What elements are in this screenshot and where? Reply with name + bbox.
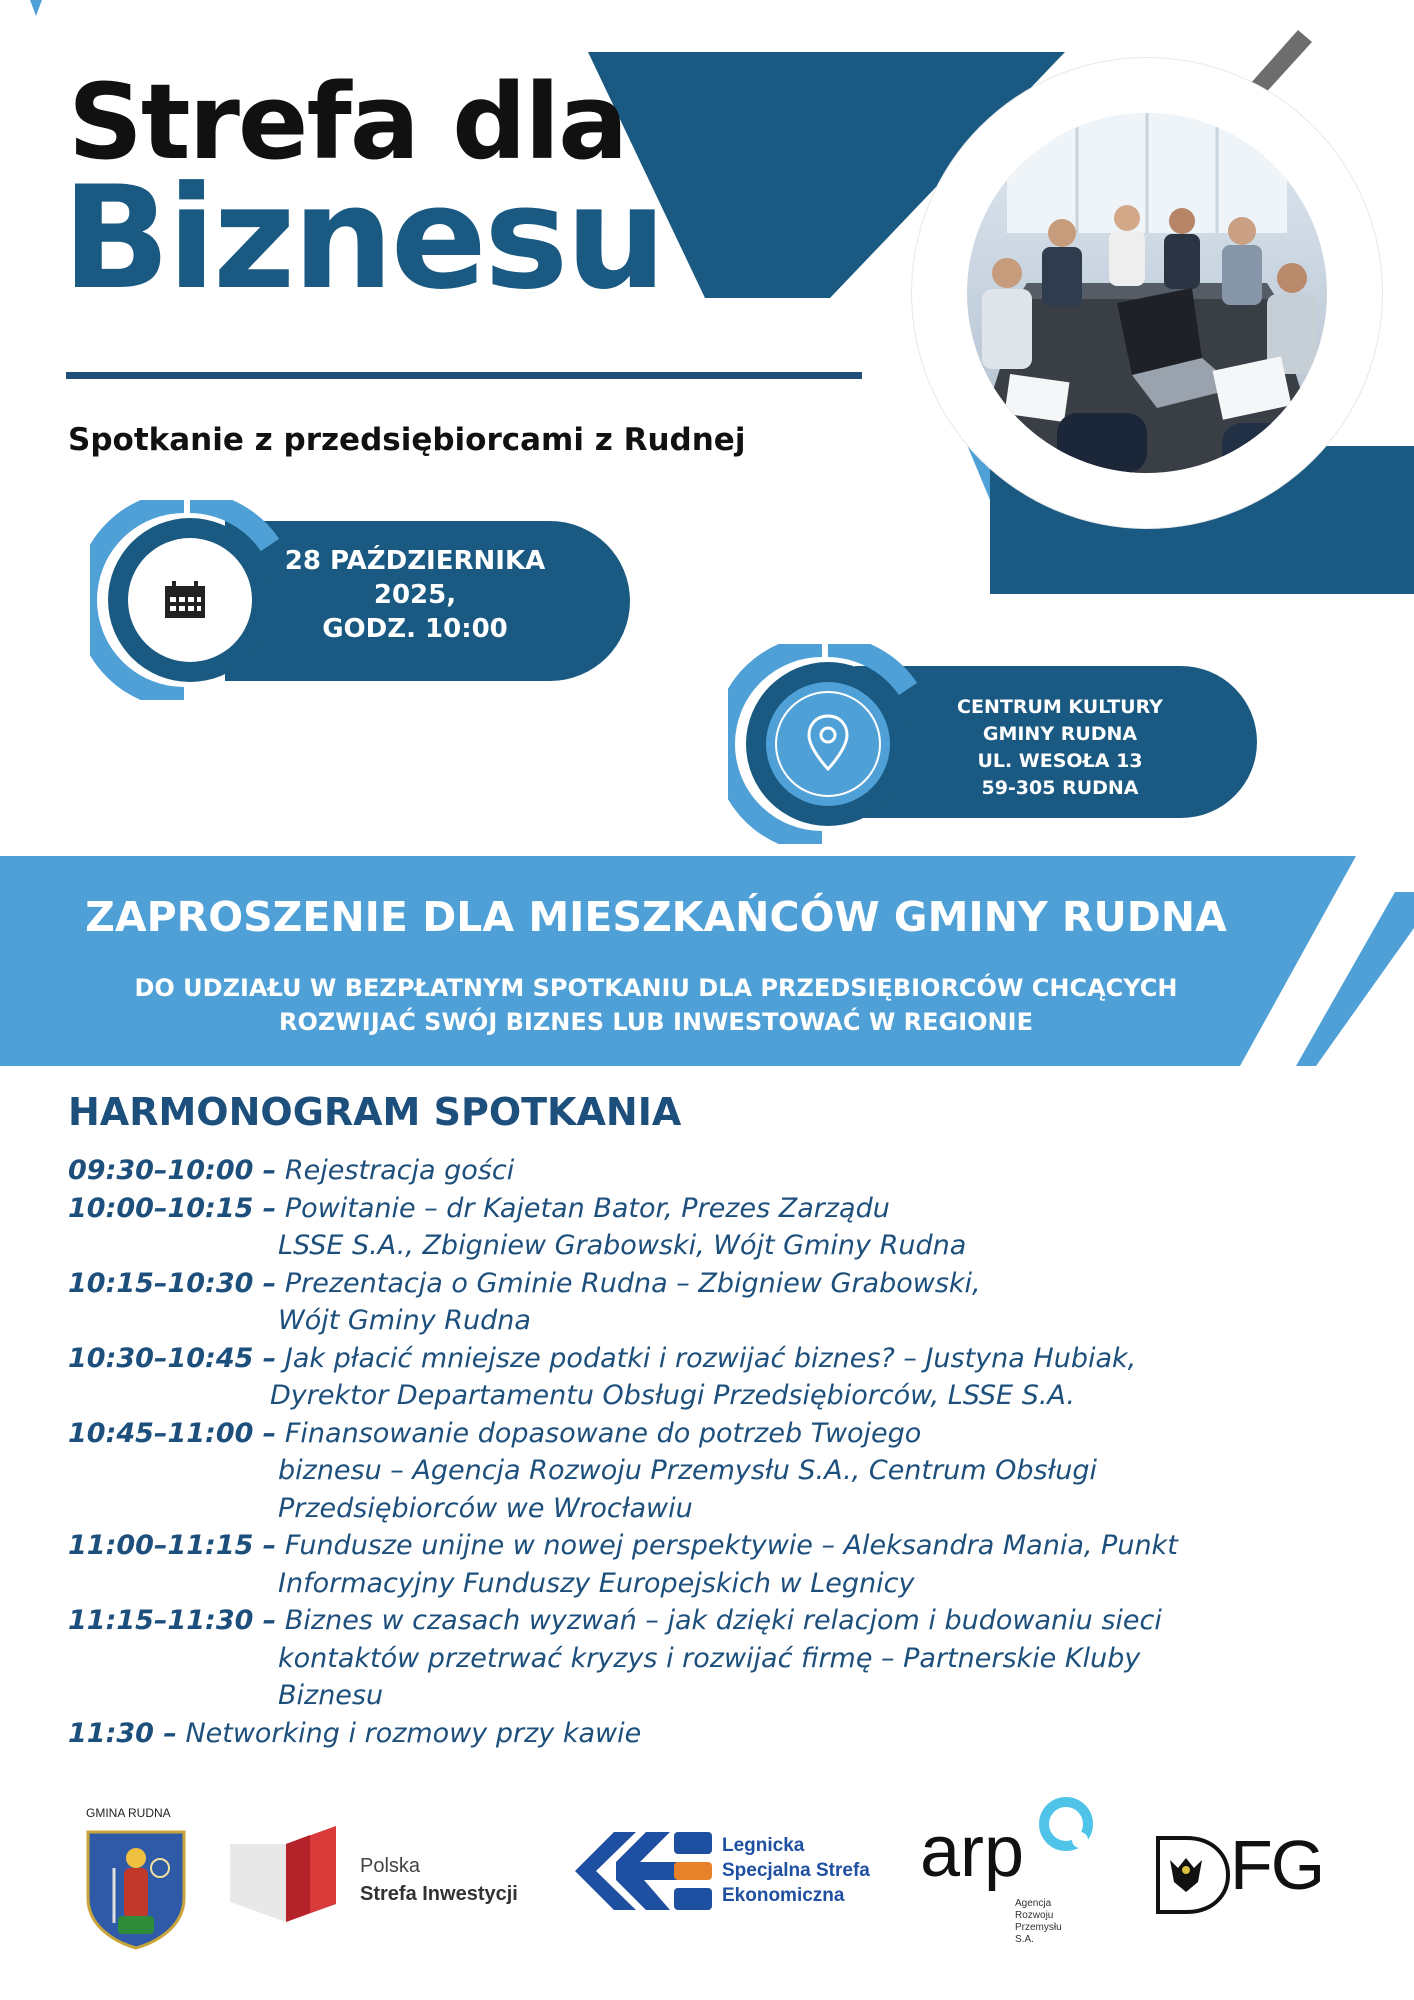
schedule-desc: Finansowanie dopasowane do potrzeb Twojego	[284, 1417, 922, 1449]
schedule-time: 09:30–10:00 –	[68, 1155, 277, 1186]
location-text	[930, 694, 1190, 802]
schedule-desc: Rejestracja gości	[284, 1155, 515, 1186]
banner-sub-line1: DO UDZIAŁU W BEZPŁATNYM SPOTKANIU DLA PRZEDSIĘBIORCÓW CHCĄCYCH	[134, 974, 1178, 1002]
schedule-desc: Jak płacić mniejsze podatki i rozwijać biznes? – Justyna Hubiak,	[284, 1342, 1137, 1374]
location-line3: UL. WESOŁA 13	[977, 750, 1143, 772]
schedule-item	[68, 1602, 1368, 1715]
location-line1: CENTRUM KULTURY	[957, 696, 1163, 718]
schedule-item	[68, 1527, 1368, 1602]
arp-logo-ring	[1036, 1794, 1096, 1854]
schedule-item	[68, 1415, 1368, 1528]
schedule-item	[68, 1265, 1368, 1340]
lsse-line2: Specjalna Strefa	[722, 1860, 870, 1881]
schedule-desc: Powitanie – dr Kajetan Bator, Prezes Zarządu	[284, 1192, 890, 1224]
date-line3: GODZ. 10:00	[322, 614, 508, 644]
schedule-heading: HARMONOGRAM SPOTKANIA	[68, 1090, 682, 1134]
corner-accent	[30, 0, 42, 16]
location-pin-icon	[806, 714, 850, 772]
title-divider	[66, 372, 862, 379]
location-line4: 59-305 RUDNA	[981, 777, 1139, 799]
schedule-list	[68, 1152, 1368, 1752]
schedule-desc-cont: Przedsiębiorców we Wrocławiu	[278, 1492, 693, 1524]
arp-sub3: Przemysłu	[1015, 1922, 1062, 1933]
schedule-desc-cont: kontaktów przetrwać kryzys i rozwijać firmę – Partnerskie Kluby	[278, 1642, 1141, 1674]
schedule-item	[68, 1715, 1368, 1753]
schedule-desc-cont: Biznesu	[278, 1680, 384, 1711]
schedule-time: 10:30–10:45 –	[68, 1342, 277, 1374]
date-text	[270, 544, 560, 646]
date-line1: 28 PAŹDZIERNIKA	[284, 546, 546, 576]
schedule-desc-cont: Dyrektor Departamentu Obsługi Przedsiębiorców, LSSE S.A.	[270, 1380, 1075, 1411]
schedule-item	[68, 1152, 1368, 1190]
psi-line1: Polska	[360, 1855, 421, 1877]
banner-title: ZAPROSZENIE DLA MIESZKAŃCÓW GMINY RUDNA	[85, 893, 1227, 941]
schedule-desc: Fundusze unijne w nowej perspektywie – Aleksandra Mania, Punkt	[284, 1530, 1178, 1561]
schedule-time: 11:15–11:30 –	[68, 1605, 277, 1636]
schedule-desc-cont: LSSE S.A., Zbigniew Grabowski, Wójt Gminy Rudna	[278, 1230, 967, 1261]
lsse-line3: Ekonomiczna	[722, 1885, 845, 1906]
banner-sub-line2: ROZWIJAĆ SWÓJ BIZNES LUB INWESTOWAĆ W REGIONIE	[279, 1007, 1033, 1036]
psi-line2: Strefa Inwestycji	[360, 1883, 518, 1905]
page-subtitle: Spotkanie z przedsiębiorcami z Rudnej	[68, 422, 746, 458]
photo-frame	[912, 58, 1382, 528]
lsse-logo-text	[722, 1833, 870, 1908]
page-title-line2: Biznesu	[62, 156, 664, 321]
lsse-line1: Legnicka	[722, 1835, 805, 1856]
schedule-desc-cont: Wójt Gminy Rudna	[278, 1305, 531, 1336]
date-line2: 2025,	[373, 580, 457, 610]
schedule-desc-cont: Informacyjny Funduszy Europejskich w Legnicy	[278, 1567, 915, 1599]
lsse-logo-mark	[574, 1830, 714, 1912]
schedule-time: 11:30 –	[68, 1717, 177, 1749]
dfg-logo-mark	[1156, 1836, 1230, 1914]
arp-sub2: Rozwoju	[1015, 1910, 1054, 1921]
gmina-logo-label: GMINA RUDNA	[86, 1806, 171, 1820]
schedule-desc: Prezentacja o Gminie Rudna – Zbigniew Grabowski,	[284, 1267, 981, 1299]
banner-subtitle	[66, 972, 1246, 1039]
arp-logo-text: arp	[920, 1812, 1025, 1892]
schedule-desc: Networking i rozmowy przy kawie	[185, 1717, 642, 1749]
dfg-logo-text: FG	[1230, 1826, 1324, 1904]
psi-logo-mark	[230, 1826, 336, 1922]
arp-logo-sub	[1015, 1898, 1062, 1946]
arp-sub1: Agencja	[1015, 1898, 1052, 1909]
psi-logo-text	[360, 1852, 518, 1908]
schedule-desc: Biznes w czasach wyzwań – jak dzięki relacjom i budowaniu sieci	[284, 1605, 1162, 1636]
schedule-time: 10:00–10:15 –	[68, 1192, 277, 1224]
gmina-rudna-coat-of-arms	[84, 1828, 188, 1950]
arp-sub4: S.A.	[1015, 1934, 1034, 1945]
schedule-desc-cont: biznesu – Agencja Rozwoju Przemysłu S.A., Centrum Obsługi	[278, 1455, 1098, 1486]
location-line2: GMINY RUDNA	[982, 723, 1138, 745]
page-title-line1: Strefa dla	[68, 61, 627, 183]
schedule-item	[68, 1340, 1368, 1415]
schedule-item	[68, 1190, 1368, 1265]
schedule-time: 10:45–11:00 –	[68, 1417, 277, 1449]
schedule-time: 11:00–11:15 –	[68, 1530, 277, 1561]
calendar-icon	[163, 580, 207, 620]
meeting-photo	[967, 113, 1327, 473]
schedule-time: 10:15–10:30 –	[68, 1267, 277, 1299]
